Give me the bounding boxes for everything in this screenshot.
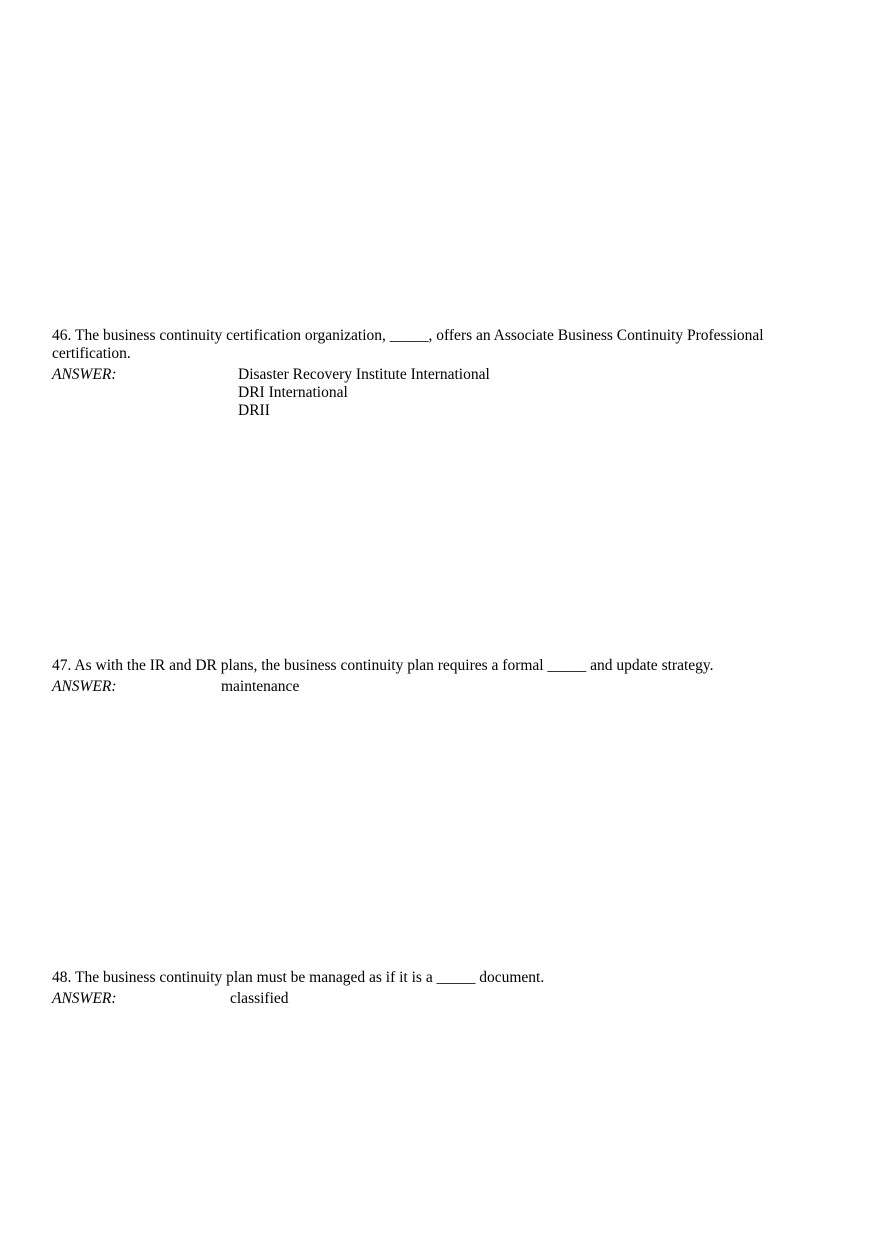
answer-label: ANSWER: (52, 678, 117, 695)
answer-values (230, 990, 289, 1008)
answer-value: Disaster Recovery Institute International (238, 366, 490, 383)
question-48 (52, 969, 812, 1008)
answer-label: ANSWER: (52, 366, 117, 383)
answer-block (52, 678, 812, 696)
answer-block (52, 366, 812, 419)
answer-values (238, 366, 490, 420)
answer-value: classified (230, 990, 289, 1007)
answer-label: ANSWER: (52, 990, 117, 1007)
answer-block (52, 990, 812, 1008)
question-46 (52, 327, 812, 419)
question-text: 48. The business continuity plan must be managed as if it is a _____ document. (52, 969, 545, 986)
answer-values (221, 678, 299, 696)
question-text: 47. As with the IR and DR plans, the business continuity plan requires a formal _____ and update strategy. (52, 657, 714, 674)
question-text: 46. The business continuity certification organization, _____, offers an Associate Business Continuity Professional certification. (52, 327, 764, 362)
answer-value: DRI International (238, 384, 348, 401)
answer-value: DRII (238, 402, 270, 419)
answer-value: maintenance (221, 678, 300, 695)
question-47 (52, 657, 812, 696)
